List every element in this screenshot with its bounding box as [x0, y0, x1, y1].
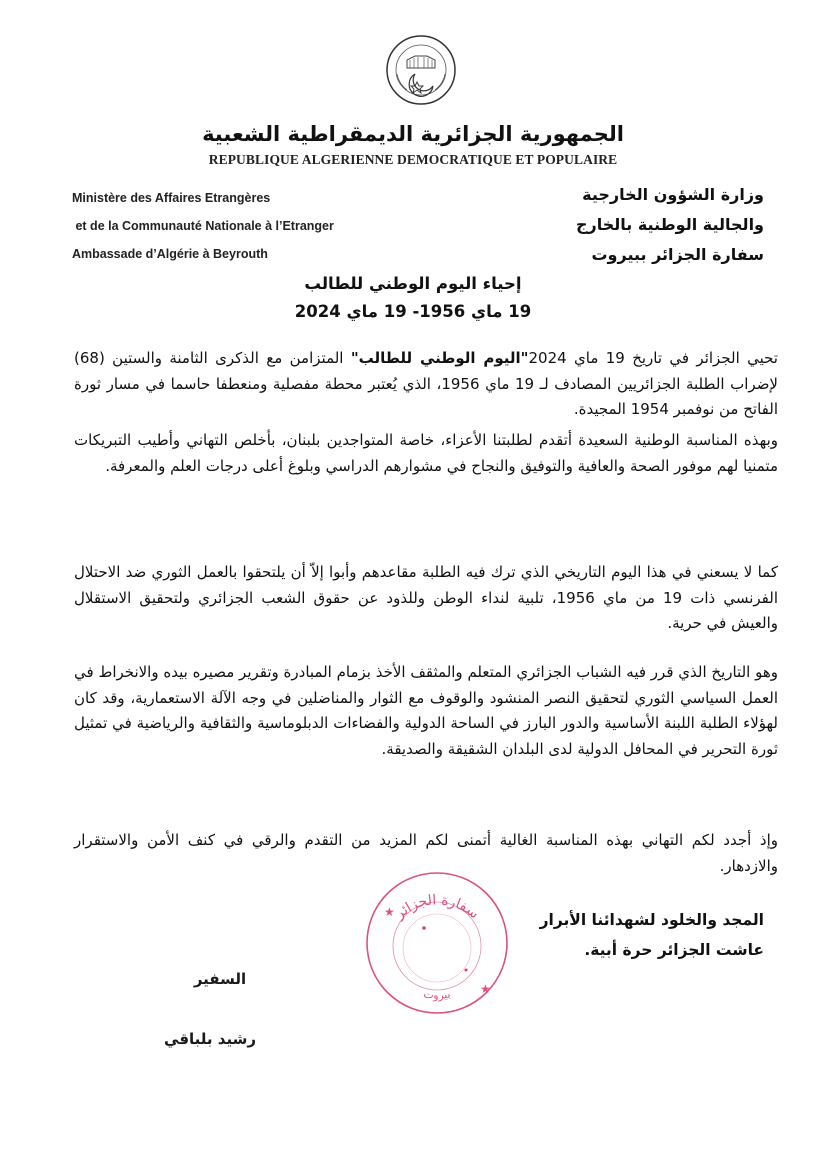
national-seal-emblem	[385, 34, 457, 106]
title-line-1: إحياء اليوم الوطني للطالب	[304, 274, 522, 293]
svg-text:★: ★	[480, 982, 491, 996]
signatory-title: السفير	[193, 970, 247, 988]
stamp-text: سفارة الجزائر	[392, 892, 482, 923]
paragraph-4: وهو التاريخ الذي قرر فيه الشباب الجزائري المتعلم والمثقف الأخذ بزمام المبادرة وتقرير مصيره بيده والانخراط في العمل السياسي الثوري لتحقيق النصر المنشود والوقوف مع الثوار والمناضلين في وجه الآلة الاستعمارية، وقد كان لهؤلاء الطلبة اللبنة الأساسية والدور البارز في الساحة الدولية والفضاءات الدبلوماسية والثقافية والرياضية في تمثيل ثورة التحرير في المحافل الدولية لدى البلدان الشقيقة والصديقة.	[74, 663, 778, 758]
paragraph-1	[74, 346, 778, 423]
svg-text:سفارة الجزائر	[391, 892, 481, 923]
ministry-header-french	[72, 190, 334, 274]
ministry-fr-line: Ministère des Affaires Etrangères	[72, 191, 271, 205]
closing-line-2: عاشت الجزائر حرة أبية.	[584, 941, 764, 959]
stamp-city: بيروت	[422, 987, 452, 1002]
ministry-fr-line: Ambassade d’Algérie à Beyrouth	[72, 247, 268, 261]
paragraph-2: وبهذه المناسبة الوطنية السعيدة أتقدم لطلبتنا الأعزاء، خاصة المتواجدين بلبنان، بأخلص التهاني وأطيب التبريكات متمنيا لهم موفور الصحة والعافية والتوفيق والنجاح في مشوارهم الدراسي وبلوغ أعلى درجات العلم والمعرفة.	[74, 431, 778, 475]
closing-slogan	[540, 905, 764, 965]
ministry-header-arabic	[576, 180, 764, 270]
ministry-ar-line: وزارة الشؤون الخارجية	[582, 185, 764, 204]
p1-rest: المتزامن مع الذكرى الثامنة والستين (68) لإضراب الطلبة الجزائريين المصادف لـ 19 ماي 1956، الذي يُعتبر محطة مفصلية ومنعطفا حاسما في مسار ثورة الفاتح من نوفمبر 1954 المجيدة.	[74, 349, 778, 418]
title-line-2: 19 ماي 1956- 19 ماي 2024	[294, 302, 532, 321]
p1-bold-phrase: "اليوم الوطني للطالب"	[350, 349, 529, 367]
ministry-fr-line: et de la Communauté Nationale à l’Etranger	[72, 219, 334, 233]
svg-text:★: ★	[384, 905, 395, 919]
ministry-ar-line: والجالية الوطنية بالخارج	[575, 215, 764, 234]
svg-text:بيروت	[423, 987, 452, 1002]
closing-line-1: المجد والخلود لشهدائنا الأبرار	[539, 911, 764, 929]
republic-title-arabic: الجمهورية الجزائرية الديمقراطية الشعبية	[202, 122, 624, 146]
signatory-name: رشيد بلباقي	[164, 1030, 256, 1048]
embassy-stamp	[362, 868, 512, 1018]
paragraph-3: كما لا يسعني في هذا اليوم التاريخي الذي ترك فيه الطلبة مقاعدهم وأبوا إلاّ أن يلتحقوا بالعمل الثوري ضد الاحتلال الفرنسي ذات 19 من ماي 1956، تلبية لنداء الوطن وللذود عن حقوق الشعب الجزائري ولتحقيق الاستقلال والعيش في حرية.	[74, 563, 778, 632]
paragraph-5: وإذ أجدد لكم التهاني بهذه المناسبة الغالية أتمنى لكم المزيد من التقدم والرقي في كنف الأمن والاستقرار والازدهار.	[74, 831, 778, 875]
document-title	[0, 270, 826, 326]
republic-title-french: REPUBLIQUE ALGERIENNE DEMOCRATIQUE ET POPULAIRE	[208, 152, 618, 167]
ministry-ar-line: سفارة الجزائر ببيروت	[591, 245, 764, 264]
p1-start: تحيي الجزائر في تاريخ 19 ماي 2024	[528, 349, 778, 367]
